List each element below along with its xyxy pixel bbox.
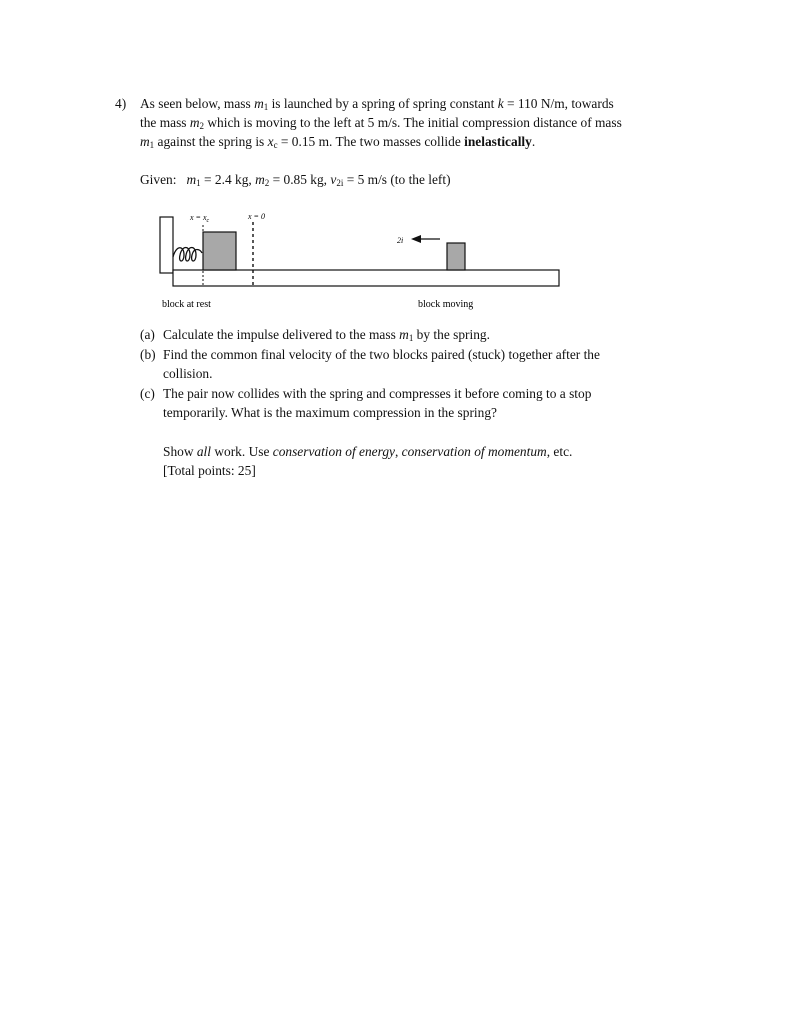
spring [173,248,202,262]
caption-right: block moving [418,299,474,310]
part-a-label: (a) [140,327,155,342]
part-b-text-2: collision. [163,366,213,381]
intro-line-2: the mass $m_2$ which is moving to the left at 5 m/s. The initial compression distance of mass [140,115,622,131]
track [173,270,559,286]
intro-line-3: $m_1$ against the spring is $x_c = 0.15$ m. The two masses collide inelastically. [140,134,536,150]
instructions-line: Show all work. Use conservation of energy, conservation of momentum, etc. [163,444,573,459]
intro-line-1: As seen below, mass $m_1$ is launched by a spring of spring constant k = 110 N/m, towards [140,96,614,112]
wall [160,217,173,273]
problem-number: 4) [115,96,127,111]
part-c-text-1: The pair now collides with the spring and compresses it before coming to a stop [163,386,592,401]
block-m1 [203,232,236,270]
total-points: [Total points: 25] [163,463,256,478]
part-c-label: (c) [140,386,155,401]
label-x0: x = 0 [248,212,265,221]
caption-left: block at rest [162,299,211,310]
part-b-label: (b) [140,347,156,362]
part-c-text-2: temporarily. What is the maximum compression in the spring? [163,405,497,420]
given-line: Given: $m_1 = 2.4$ kg, $m_2 = 0.85$ kg, $v_{2i} = 5$ m/s (to the left) [140,172,451,188]
label-v2i: 2i [397,236,404,245]
part-a-text: Calculate the impulse delivered to the mass $m_1$ by the spring. [163,327,490,343]
label-xc: $x = x_c$ [190,213,210,224]
part-b-text-1: Find the common final velocity of the two blocks paired (stuck) together after the [163,347,600,362]
collision-diagram [150,205,570,315]
block-m2 [447,243,465,270]
velocity-arrow-head [411,235,421,243]
